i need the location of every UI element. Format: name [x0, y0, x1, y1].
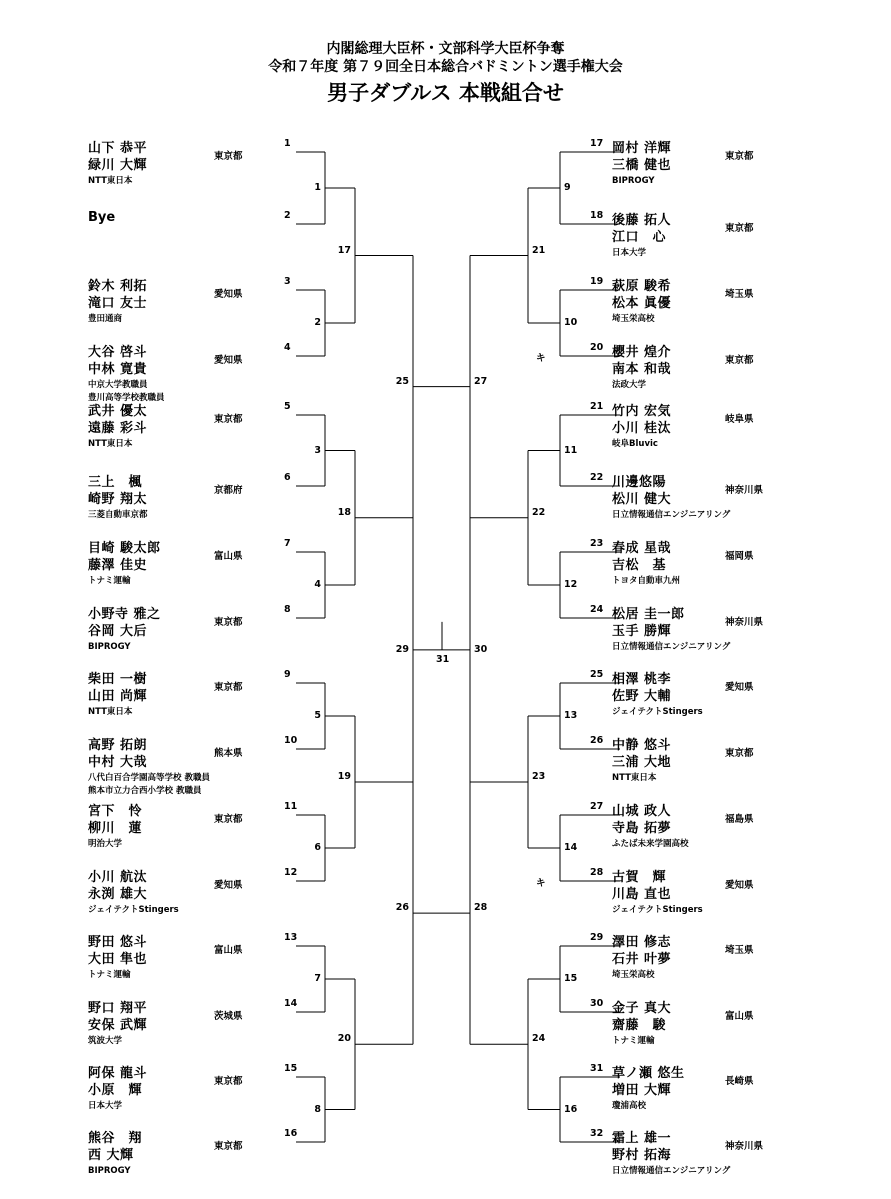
prefecture: 埼玉県 [725, 945, 754, 956]
prefecture: 茨城県 [214, 1011, 243, 1022]
page-title: 男子ダブルス 本戦組合せ [327, 81, 564, 105]
draw-number: 2 [284, 210, 291, 221]
player-name: 遠藤 彩斗 [88, 421, 148, 436]
match-number: 19 [337, 771, 351, 782]
player-name: 寺島 拓夢 [612, 821, 672, 836]
draw-number: 28 [590, 867, 604, 878]
match-number: 10 [564, 317, 578, 328]
affiliation: トナミ運輸 [88, 970, 131, 980]
affiliation: 明治大学 [88, 839, 123, 849]
affiliation: 岐阜Bluvic [612, 439, 658, 449]
player-name: 三上 楓 [88, 475, 143, 490]
match-number: 17 [337, 244, 351, 256]
draw-number: 17 [590, 138, 604, 149]
affiliation: トヨタ自動車九州 [612, 576, 681, 586]
match-number: 26 [395, 902, 409, 914]
player-name: 竹内 宏気 [612, 404, 672, 419]
draw-number: 7 [284, 538, 291, 549]
player-name: 鈴木 利拓 [88, 279, 148, 294]
prefecture: 東京都 [725, 223, 754, 234]
affiliation: 筑波大学 [88, 1036, 123, 1046]
player-name: 中静 悠斗 [612, 738, 672, 753]
player-name: 滝口 友士 [88, 296, 148, 311]
affiliation: トナミ運輸 [612, 1036, 655, 1046]
prefecture: 愛知県 [725, 682, 754, 693]
player-name: 西 大輝 [88, 1148, 134, 1163]
match-number: 3 [314, 444, 321, 456]
player-name: 岡村 洋輝 [612, 141, 672, 156]
player-name: 霜上 雄一 [612, 1131, 672, 1146]
player-name: 松居 圭一郎 [612, 607, 685, 622]
player-name: 櫻井 煌介 [612, 345, 672, 360]
player-name: 草ノ瀬 悠生 [612, 1066, 685, 1081]
player-name: 野村 拓海 [612, 1148, 672, 1163]
player-name: 大谷 啓斗 [88, 345, 148, 360]
match-number: 11 [564, 444, 578, 456]
draw-number: 1 [284, 138, 291, 149]
player-name: 緑川 大輝 [88, 158, 148, 173]
match-number: 27 [474, 375, 488, 387]
player-name: 南本 和哉 [612, 362, 672, 377]
tournament-name: 令和７年度 第７９回全日本総合バドミントン選手権大会 [268, 59, 623, 75]
player-name: 古賀 輝 [612, 870, 667, 885]
affiliation: 日立情報通信エンジニアリング [612, 1166, 731, 1176]
affiliation: BIPROGY [88, 642, 131, 652]
player-name: 永渕 雄大 [88, 887, 148, 902]
match-number: 2 [314, 317, 321, 328]
prefecture: 東京都 [214, 1141, 243, 1152]
prefecture: 岐阜県 [725, 414, 754, 425]
prefecture: 東京都 [214, 682, 243, 693]
player-name: 石井 叶夢 [612, 952, 672, 967]
draw-number: 4 [284, 342, 291, 353]
final-match-number: 31 [436, 653, 450, 665]
prefecture: 東京都 [214, 151, 243, 162]
draw-number: 16 [284, 1128, 298, 1139]
affiliation: 豊川高等学校教職員 [88, 393, 165, 403]
player-name: 阿保 龍斗 [88, 1066, 148, 1081]
match-number: 8 [314, 1103, 321, 1115]
affiliation: 中京大学教職員 [88, 380, 148, 390]
affiliation: 八代白百合学園高等学校 教職員 [88, 773, 210, 783]
prefecture: 熊本県 [214, 748, 243, 759]
player-name: 宮下 怜 [88, 804, 143, 819]
match-number: 5 [314, 710, 321, 721]
affiliation: NTT東日本 [88, 707, 133, 717]
draw-number: 15 [284, 1063, 298, 1074]
match-number: 28 [474, 902, 488, 914]
match-number: 24 [532, 1033, 546, 1045]
match-number: 30 [474, 643, 488, 655]
player-name: 川島 直也 [612, 887, 672, 902]
draw-number: 19 [590, 276, 604, 287]
affiliation: 日立情報通信エンジニアリング [612, 642, 731, 652]
player-name: 小原 輝 [88, 1083, 143, 1098]
match-number: 21 [532, 244, 546, 256]
affiliation: 埼玉栄高校 [612, 314, 655, 324]
affiliation: 豊田通商 [88, 314, 123, 324]
player-name: 川邊悠陽 [612, 475, 667, 490]
player-name: 柴田 一樹 [88, 672, 148, 687]
player-name: 金子 真大 [612, 1001, 672, 1016]
match-number: 12 [564, 579, 578, 590]
prefecture: 東京都 [214, 1076, 243, 1087]
match-number: 29 [395, 643, 409, 655]
match-number: 9 [564, 182, 571, 193]
draw-number: 5 [284, 401, 291, 412]
player-name: 江口 心 [612, 230, 667, 245]
draw-number: 24 [590, 604, 604, 615]
affiliation: 日本大学 [88, 1101, 123, 1111]
prefecture: 富山県 [725, 1011, 754, 1022]
player-name: 松本 眞優 [612, 296, 672, 311]
player-name: 安保 武輝 [88, 1018, 148, 1033]
prefecture: 東京都 [725, 151, 754, 162]
draw-number: 32 [590, 1128, 604, 1139]
draw-number: 12 [284, 867, 298, 878]
player-name: 三橋 健也 [612, 158, 672, 173]
affiliation: 日立情報通信エンジニアリング [612, 510, 731, 520]
draw-number: 30 [590, 998, 604, 1009]
match-number: 6 [314, 842, 321, 853]
prefecture: 神奈川県 [725, 485, 764, 496]
draw-number: 10 [284, 735, 298, 746]
draw-number: 27 [590, 801, 604, 812]
draw-number: 23 [590, 538, 604, 549]
player-name: 野口 翔平 [88, 1001, 148, 1016]
match-number: 13 [564, 710, 578, 721]
draw-number: 6 [284, 472, 291, 483]
player-name: 山城 政人 [612, 804, 672, 819]
match-number: 18 [337, 506, 351, 518]
player-name: 萩原 駿希 [612, 279, 672, 294]
prefecture: 愛知県 [214, 289, 243, 300]
match-number: 7 [314, 973, 321, 984]
prefecture: 愛知県 [214, 355, 243, 366]
prefecture: 福島県 [725, 814, 754, 825]
affiliation: ふたば未来学園高校 [612, 839, 689, 849]
player-name: 増田 大輝 [612, 1083, 672, 1098]
prefecture: 東京都 [725, 748, 754, 759]
player-name: 山田 尚輝 [88, 689, 148, 704]
match-number: 4 [314, 579, 321, 590]
match-number: 1 [314, 182, 321, 193]
player-name: 後藤 拓人 [612, 213, 672, 228]
player-name: 澤田 修志 [612, 935, 672, 950]
player-name: 高野 拓朗 [88, 738, 148, 753]
draw-number: 31 [590, 1063, 604, 1074]
tournament-cup-title: 内閣総理大臣杯・文部科学大臣杯争奪 [326, 41, 565, 57]
player-name: 玉手 勝輝 [612, 624, 672, 639]
player-name: 中村 大哉 [88, 755, 148, 770]
affiliation: ジェイテクトStingers [88, 905, 179, 915]
affiliation: 埼玉栄高校 [612, 970, 655, 980]
match-number: 15 [564, 973, 578, 984]
affiliation: 三菱自動車京都 [88, 510, 148, 520]
player-name: 熊谷 翔 [88, 1131, 143, 1146]
player-name: 佐野 大輔 [612, 689, 672, 704]
player-name: 小川 桂汰 [612, 421, 672, 436]
player-name: 松川 健大 [612, 492, 672, 507]
affiliation: 日本大学 [612, 248, 647, 258]
player-name: 藤澤 佳史 [88, 558, 148, 573]
player-name: 春成 星哉 [612, 541, 672, 556]
prefecture: 東京都 [214, 814, 243, 825]
draw-number: 29 [590, 932, 604, 943]
prefecture: 富山県 [214, 551, 243, 562]
prefecture: 東京都 [725, 355, 754, 366]
affiliation: NTT東日本 [88, 439, 133, 449]
draw-number: 22 [590, 472, 604, 483]
player-name: 山下 恭平 [88, 141, 148, 156]
player-name: 柳川 蓮 [88, 821, 143, 836]
affiliation: ジェイテクトStingers [612, 707, 703, 717]
player-name: 小川 航汰 [88, 870, 148, 885]
player-name: 野田 悠斗 [88, 935, 148, 950]
player-name: 武井 優太 [88, 404, 148, 419]
prefecture: 愛知県 [725, 880, 754, 891]
withdrawal-mark: キ [536, 353, 546, 364]
player-name: 吉松 基 [612, 558, 667, 573]
match-number: 20 [337, 1033, 351, 1045]
prefecture: 福岡県 [725, 551, 754, 562]
prefecture: 愛知県 [214, 880, 243, 891]
draw-number: 13 [284, 932, 298, 943]
affiliation: NTT東日本 [612, 773, 657, 783]
draw-number: 9 [284, 669, 291, 680]
bye-label: Bye [88, 210, 116, 225]
match-number: 16 [564, 1103, 578, 1115]
match-number: 23 [532, 771, 546, 782]
match-number: 14 [564, 842, 578, 853]
draw-number: 3 [284, 276, 291, 287]
affiliation: 熊本市立力合西小学校 教職員 [88, 786, 202, 796]
match-number: 22 [532, 506, 546, 518]
prefecture: 埼玉県 [725, 289, 754, 300]
prefecture: 富山県 [214, 945, 243, 956]
affiliation: NTT東日本 [88, 176, 133, 186]
prefecture: 京都府 [214, 485, 243, 496]
player-name: 大田 隼也 [88, 952, 148, 967]
affiliation: ジェイテクトStingers [612, 905, 703, 915]
affiliation: トナミ運輸 [88, 576, 131, 586]
affiliation: BIPROGY [88, 1166, 131, 1176]
affiliation: 瓊浦高校 [612, 1101, 647, 1111]
player-name: 小野寺 雅之 [88, 607, 161, 622]
draw-number: 20 [590, 342, 604, 353]
draw-number: 18 [590, 210, 604, 221]
prefecture: 神奈川県 [725, 1141, 764, 1152]
prefecture: 長崎県 [725, 1076, 754, 1087]
draw-number: 11 [284, 801, 298, 812]
player-name: 相澤 桃李 [612, 672, 672, 687]
draw-number: 8 [284, 604, 291, 615]
player-name: 谷岡 大后 [88, 624, 148, 639]
draw-number: 21 [590, 401, 604, 412]
player-name: 齋藤 駿 [612, 1018, 667, 1033]
player-name: 中林 寛貴 [88, 362, 148, 377]
match-number: 25 [395, 375, 409, 387]
draw-number: 26 [590, 735, 604, 746]
player-name: 三浦 大地 [612, 755, 672, 770]
withdrawal-mark: キ [536, 878, 546, 889]
affiliation: 法政大学 [612, 380, 647, 390]
affiliation: BIPROGY [612, 176, 655, 186]
draw-number: 14 [284, 998, 298, 1009]
player-name: 崎野 翔太 [88, 492, 148, 507]
player-name: 目崎 駿太郎 [88, 541, 161, 556]
prefecture: 東京都 [214, 617, 243, 628]
draw-number: 25 [590, 669, 604, 680]
prefecture: 東京都 [214, 414, 243, 425]
prefecture: 神奈川県 [725, 617, 764, 628]
